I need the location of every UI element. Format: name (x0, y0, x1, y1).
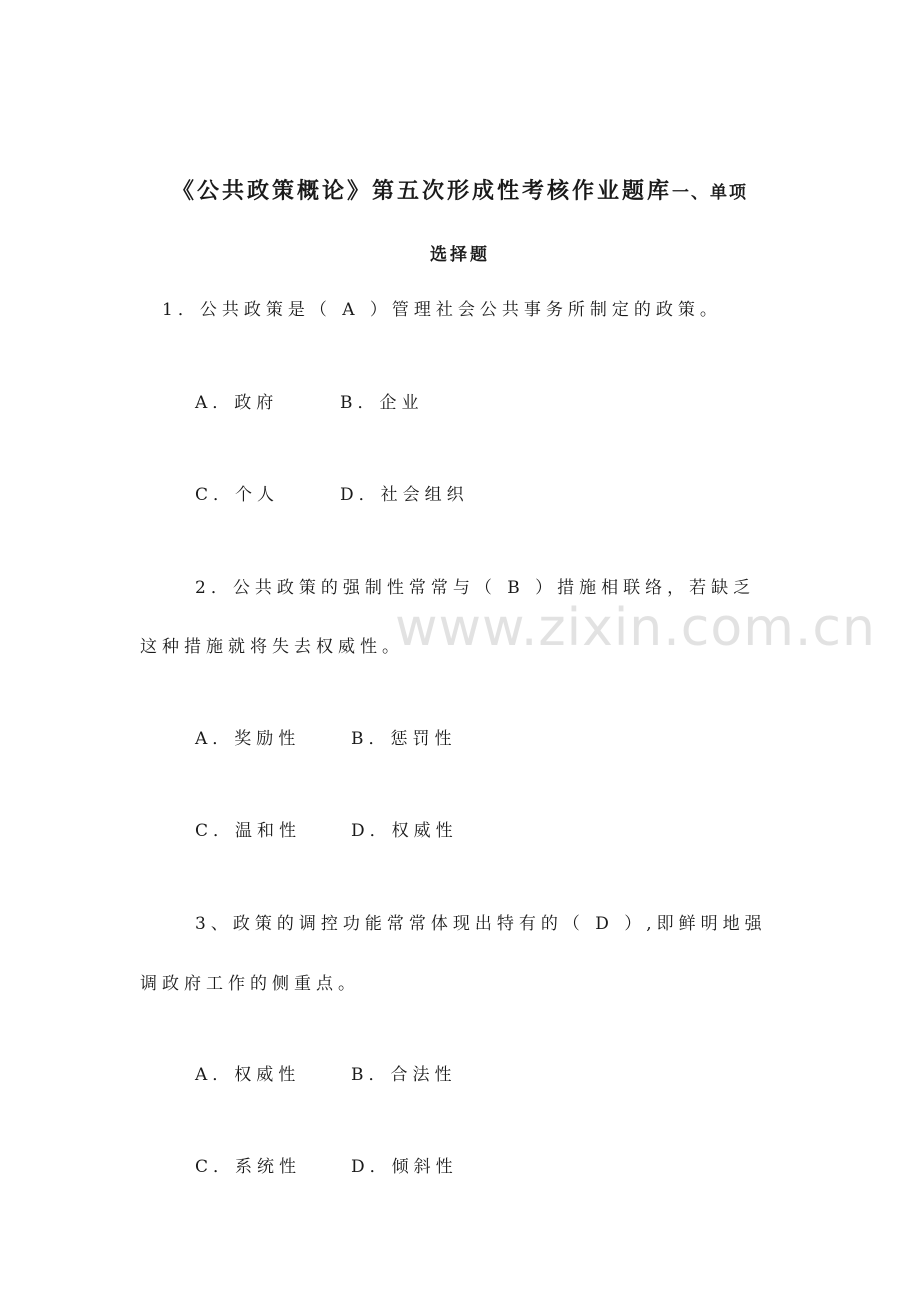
question-2-option-a: A．奖励性 (195, 729, 301, 749)
question-3-option-c: C．系统性 (195, 1157, 302, 1177)
question-2-option-d: D．权威性 (351, 821, 458, 841)
question-2-option-c: C．温和性 (195, 821, 302, 841)
title-main: 《公共政策概论》第五次形成性考核作业题库 (171, 179, 672, 204)
title-tail: 一、单项 (672, 183, 748, 203)
question-2-stem-line2: 这种措施就将失去权威性。 (140, 637, 404, 657)
question-1-option-b: B．企业 (340, 393, 424, 413)
question-3-option-a: A．权威性 (195, 1065, 301, 1085)
document-title (0, 174, 920, 205)
question-3-stem-line2: 调政府工作的侧重点。 (140, 974, 360, 994)
question-3-option-d: D．倾斜性 (351, 1157, 458, 1177)
question-1-option-a: A．政府 (195, 393, 279, 413)
section-heading: 选择题 (430, 245, 490, 265)
question-3-option-b: B．合法性 (351, 1065, 457, 1085)
question-1-option-c: C．个人 (195, 485, 280, 505)
question-1-option-d: D．社会组织 (340, 485, 469, 505)
question-3-stem-line1: 3、政策的调控功能常常体现出特有的（ D ）,即鲜明地强 (195, 914, 767, 934)
question-2-stem-line1: 2．公共政策的强制性常常与（ B ）措施相联络，若缺乏 (195, 578, 756, 598)
question-1-stem: 1．公共政策是（ A ）管理社会公共事务所制定的政策。 (162, 300, 722, 320)
watermark: www.zixin.com.cn (395, 598, 876, 658)
question-2-option-b: B．惩罚性 (351, 729, 457, 749)
